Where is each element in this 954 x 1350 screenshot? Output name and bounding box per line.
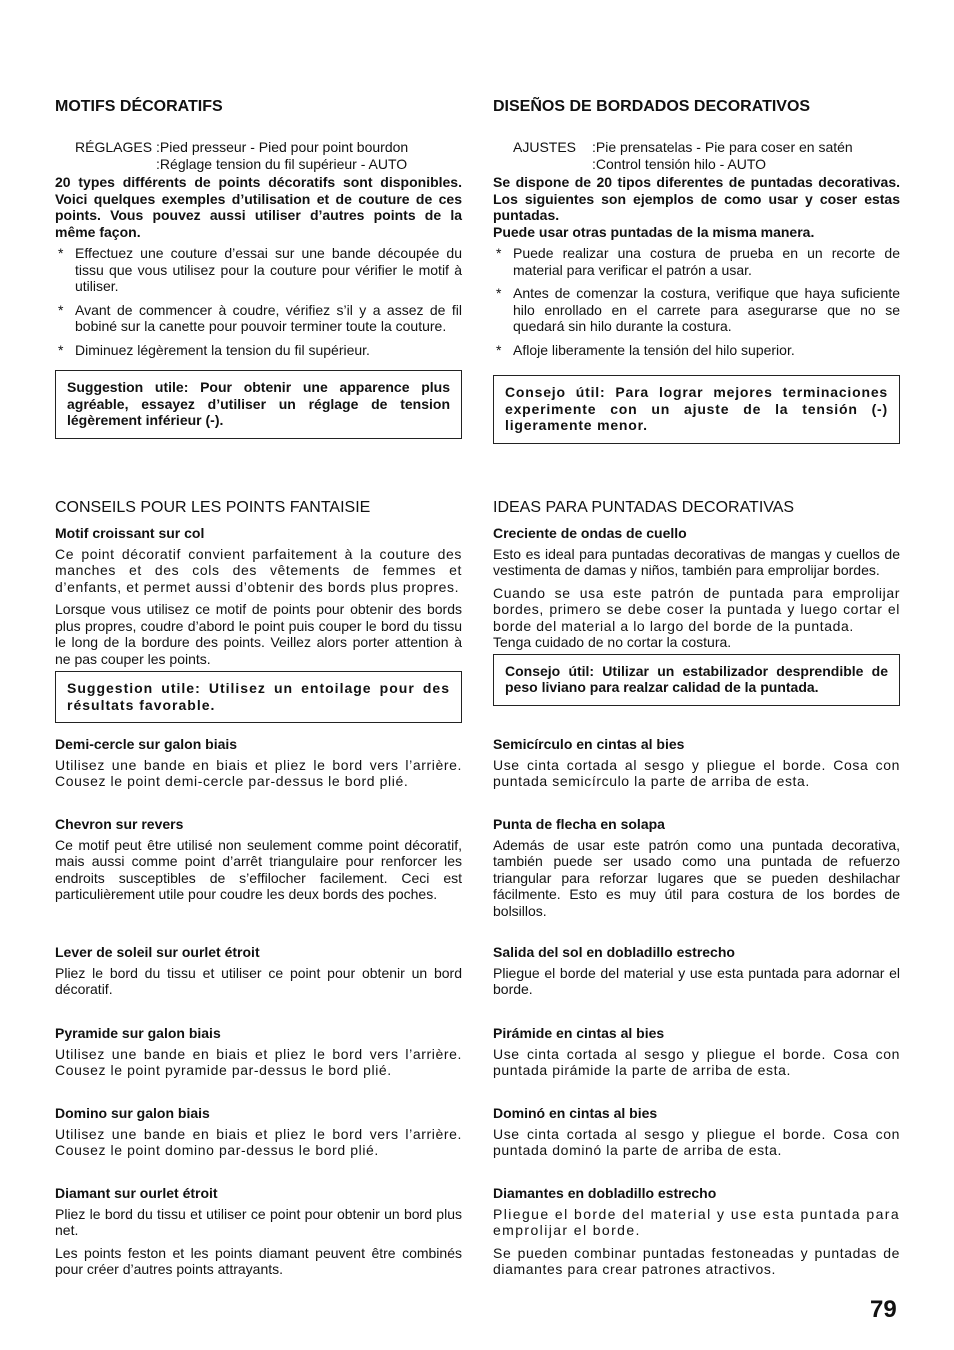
es-piramide-text: Use cinta cortada al sesgo y pliegue el borde. Cosa con puntada pirámide la parte de arriba de esta.	[493, 1045, 900, 1078]
es-piramide-section	[493, 1025, 900, 1079]
es-domino-text: Use cinta cortada al sesgo y pliegue el borde. Cosa con puntada dominó la parte de arriba de esta.	[493, 1125, 900, 1158]
es-sol-section	[493, 944, 900, 998]
es-sol-title: Salida del sol en dobladillo estrecho	[493, 944, 735, 960]
es-section-title: DISEÑOS DE BORDADOS DECORATIVOS	[493, 98, 811, 115]
es-semi-title: Semicírculo en cintas al bies	[493, 736, 685, 752]
es-piramide-title: Pirámide en cintas al bies	[493, 1025, 665, 1041]
fr-bullet-2: * Avant de commencer à coudre, vérifiez s’il y a assez de fil bobiné sur la canette pour pouvoir terminer toute la couture.	[55, 302, 462, 335]
fr-settings-line-2: :Réglage tension du fil supérieur - AUTO	[156, 155, 408, 172]
page-number: 79	[870, 1296, 897, 1323]
fr-crescent-title: Motif croissant sur col	[55, 525, 205, 541]
fr-diamant-section	[55, 1185, 462, 1278]
fr-chevron-section	[55, 816, 462, 903]
es-ideas	[493, 498, 900, 706]
es-diamantes-text-2: Se pueden combinar puntadas festoneadas y puntadas de diamantes para crear patrones atractivos.	[493, 1244, 900, 1277]
fr-diamant-text-1: Pliez le bord du tissu et utiliser ce point pour obtenir un bord plus net.	[55, 1205, 462, 1238]
fr-domino-text: Utilisez une bande en biais et pliez le bord vers l’arrière. Cousez le point domino par-dessus le bord plié.	[55, 1125, 462, 1158]
fr-bullet-1: * Effectuez une couture d’essai sur une bande découpée du tissu que vous utilisez pour la couture pour vérifier le motif à utiliser.	[55, 245, 462, 295]
es-crescent-p1: Esto es ideal para puntadas decorativas de mangas y cuellos de vestimenta de damas y niños, también para emprolijar bordes.	[493, 545, 900, 578]
fr-demi-text: Utilisez une bande en biais et pliez le bord vers l’arrière. Cousez le point demi-cercle par-dessus le bord plié.	[55, 756, 462, 789]
fr-demi-section	[55, 736, 462, 790]
es-diamantes-text-1: Pliegue el borde del material y use esta puntada para emprolijar el borde.	[493, 1205, 900, 1238]
fr-settings	[75, 139, 462, 172]
french-column	[55, 97, 462, 439]
es-settings	[513, 139, 900, 172]
fr-tip-box-2: Suggestion utile: Utilisez un entoilage pour des résultats favorable.	[55, 671, 462, 723]
es-domino-title: Dominó en cintas al bies	[493, 1105, 658, 1121]
fr-chevron-title: Chevron sur revers	[55, 816, 184, 832]
fr-conseils-title: CONSEILS POUR LES POINTS FANTAISIE	[55, 499, 371, 516]
spanish-column	[493, 97, 900, 444]
es-settings-label: AJUSTES	[513, 139, 577, 155]
es-flecha-title: Punta de flecha en solapa	[493, 816, 665, 832]
es-crescent-p3: Tenga cuidado de no cortar la costura.	[493, 634, 732, 650]
es-sol-text: Pliegue el borde del material y use esta puntada para adornar el borde.	[493, 964, 900, 997]
fr-chevron-text: Ce motif peut être utilisé non seulement comme point décoratif, mais aussi comme point d’arrêt triangulaire pour renforcer les endroits susceptibles de s’effilocher facilement. Ceci est particulièrement utile pour coudre les deux bords des poches.	[55, 836, 462, 902]
es-tip-box-2: Consejo útil: Utilizar un estabilizador desprendible de peso liviano para realzar calidad de la puntada.	[493, 654, 900, 706]
es-bullet-1: * Puede realizar una costura de prueba en un recorte de material para verificar el patrón a usar.	[493, 245, 900, 278]
fr-pyramide-title: Pyramide sur galon biais	[55, 1025, 221, 1041]
fr-demi-title: Demi-cercle sur galon biais	[55, 736, 238, 752]
fr-settings-label: RÉGLAGES	[75, 139, 153, 155]
es-diamantes-title: Diamantes en dobladillo estrecho	[493, 1185, 717, 1201]
es-settings-line-1: :Pie prensatelas - Pie para coser en satén	[592, 139, 853, 155]
fr-domino-title: Domino sur galon biais	[55, 1105, 210, 1121]
fr-pyramide-section	[55, 1025, 462, 1079]
fr-settings-line-1: :Pied presseur - Pied pour point bourdon	[156, 139, 409, 155]
fr-conseils	[55, 498, 462, 723]
es-ideas-title: IDEAS PARA PUNTADAS DECORATIVAS	[493, 499, 795, 516]
es-semi-text: Use cinta cortada al sesgo y pliegue el borde. Cosa con puntada semicírculo la parte de arriba de esta.	[493, 756, 900, 789]
fr-pyramide-text: Utilisez une bande en biais et pliez le bord vers l’arrière. Cousez le point pyramide par-dessus le bord plié.	[55, 1045, 462, 1078]
fr-diamant-text-2: Les points feston et les points diamant peuvent être combinés pour créer d’autres points attrayants.	[55, 1244, 462, 1277]
fr-intro: 20 types différents de points décoratifs sont disponibles. Voici quelques exemples d’utilisation et de couture de ces points. Vous pouvez aussi utiliser d’autres points de la même façon.	[55, 174, 462, 240]
es-bullet-2: * Antes de comenzar la costura, verifique que haya suficiente hilo enrollado en el carrete para asegurarse que no se quedará sin hilo durante la costura.	[493, 285, 900, 335]
es-crescent-p2: Cuando se usa este patrón de puntada para emprolijar bordes, primero se debe coser la puntada y luego cortar el borde del material a lo largo del borde de la puntada.	[493, 584, 900, 634]
es-crescent-title: Creciente de ondas de cuello	[493, 525, 687, 541]
es-tip-box-1: Consejo útil: Para lograr mejores terminaciones experimente con un ajuste de la tensión (-) ligeramente menor.	[493, 375, 900, 444]
fr-soleil-section	[55, 944, 462, 998]
es-diamantes-section	[493, 1185, 900, 1278]
es-bullet-list	[493, 245, 900, 358]
fr-tip-box-1: Suggestion utile: Pour obtenir une apparence plus agréable, essayez d’utiliser un réglage de tension légèrement inférieur (-).	[55, 370, 462, 439]
fr-crescent-p2: Lorsque vous utilisez ce motif de points pour obtenir des bords plus propres, coudre d’abord le point puis couper le bord du tissu le long de la bordure des points. Veillez alors porter attention à ne pas couper les points.	[55, 601, 462, 667]
es-domino-section	[493, 1105, 900, 1159]
fr-domino-section	[55, 1105, 462, 1159]
es-flecha-section	[493, 816, 900, 919]
es-settings-line-2: :Control tensión hilo - AUTO	[592, 155, 767, 172]
es-intro-1: Se dispone de 20 tipos diferentes de puntadas decorativas. Los siguientes son ejemplos de como usar y coser estas puntadas.	[493, 174, 900, 223]
fr-bullet-list	[55, 245, 462, 358]
fr-soleil-text: Pliez le bord du tissu et utiliser ce point pour obtenir un bord décoratif.	[55, 964, 462, 997]
es-semi-section	[493, 736, 900, 790]
es-flecha-text: Además de usar este patrón como una puntada decorativa, también puede ser usado como una puntada de refuerzo triangular para reforzar lugares que se pueden deshilachar fácilmente. Esto es muy útil para costura de los bordes de bolsillos.	[493, 836, 900, 919]
fr-bullet-3: * Diminuez légèrement la tension du fil supérieur.	[55, 342, 462, 359]
es-intro-2: Puede usar otras puntadas de la misma manera.	[493, 223, 815, 240]
es-bullet-3: * Afloje liberamente la tensión del hilo superior.	[493, 342, 900, 359]
fr-soleil-title: Lever de soleil sur ourlet étroit	[55, 944, 260, 960]
fr-section-title: MOTIFS DÉCORATIFS	[55, 98, 223, 115]
fr-crescent-p1: Ce point décoratif convient parfaitement à la couture des manches et des cols des vêtements de femmes et d’enfants, et permet aussi d’obtenir des bords plus propres.	[55, 545, 462, 595]
fr-diamant-title: Diamant sur ourlet étroit	[55, 1185, 218, 1201]
